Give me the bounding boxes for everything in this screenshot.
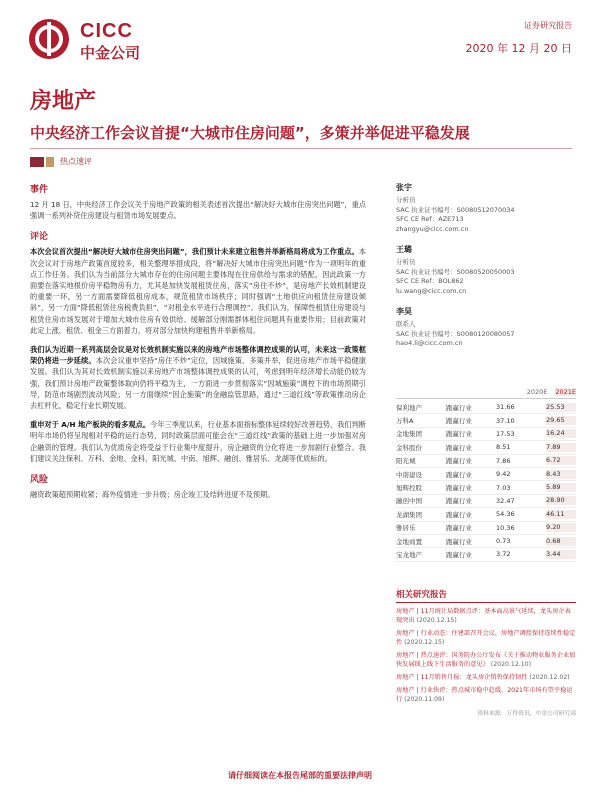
related-report-date: (2020.12.02) bbox=[529, 674, 570, 681]
risk-text: 融资政策超预期收紧；海外疫情进一步升级；房企竣工及结转进度不及预期。 bbox=[30, 490, 275, 500]
comment-paragraph-1 bbox=[30, 246, 366, 336]
related-heading: 相关研究报告 bbox=[396, 588, 576, 603]
analyst-sac: SAC 执业证书编号：S0080512070034 bbox=[396, 205, 515, 214]
tag-marker-accent-icon bbox=[46, 157, 54, 167]
table-cell-name: 万科A bbox=[396, 417, 414, 426]
analyst-sac: SAC 执业证书编号：S0080520050003 bbox=[396, 267, 515, 276]
table-row bbox=[396, 522, 576, 535]
table-cell-name: 旭辉控股 bbox=[396, 484, 422, 493]
p1-bold: 本次会议首次提出“解决好大城市住房突出问题”，我们预计未来建立租售并举新格局将成为工作重点。 bbox=[30, 247, 359, 257]
analyst-email[interactable]: lu.wang@cicc.com.cn bbox=[396, 286, 467, 295]
cicc-logo-icon bbox=[28, 18, 70, 60]
related-report-title: 房地产 | 行业动态：住建部召开会议，房地产调控保持连续性稳定性 bbox=[396, 630, 576, 646]
tag-marker-icon bbox=[30, 157, 44, 167]
table-cell-name: 金地集团 bbox=[396, 430, 422, 439]
table-header-cell: 2021E bbox=[555, 388, 576, 396]
table-cell-v2: 25.53 bbox=[546, 403, 576, 412]
table-cell-rating: 跑赢行业 bbox=[446, 430, 472, 439]
table-cell-v2: 9.20 bbox=[546, 523, 576, 532]
divider bbox=[30, 148, 572, 149]
table-cell-v1: 8.51 bbox=[496, 443, 511, 452]
table-cell-v2: 6.72 bbox=[546, 456, 576, 465]
table-cell-rating: 跑赢行业 bbox=[446, 484, 472, 493]
analyst-name: 张宇 bbox=[396, 183, 412, 192]
table-cell-rating: 跑赢行业 bbox=[446, 470, 472, 479]
analyst-email[interactable]: hao4.li@cicc.com.cn bbox=[396, 339, 463, 347]
table-cell-rating: 跑赢行业 bbox=[446, 443, 472, 452]
table-cell-rating: 跑赢行业 bbox=[446, 510, 472, 519]
source-note: 资料来源：万得资讯，中金公司研究部 bbox=[477, 711, 576, 717]
table-cell-v1: 32.47 bbox=[496, 496, 515, 505]
table-cell-name: 保利地产 bbox=[396, 403, 422, 412]
table-cell-v2: 8.43 bbox=[546, 470, 576, 479]
sector-title: 房地产 bbox=[30, 88, 97, 114]
analyst-card bbox=[396, 244, 576, 296]
table-cell-rating: 跑赢行业 bbox=[446, 417, 472, 426]
table-cell-v2: 29.65 bbox=[546, 416, 576, 425]
table-cell-name: 金科股份 bbox=[396, 443, 422, 452]
related-report-date: (2020.12.15) bbox=[404, 639, 445, 646]
table-cell-v1: 0.73 bbox=[496, 537, 511, 546]
analyst-role: 分析员 bbox=[396, 258, 416, 266]
table-cell-rating: 跑赢行业 bbox=[446, 524, 472, 533]
table-cell-v1: 37.10 bbox=[496, 416, 515, 425]
table-cell-v1: 54.36 bbox=[496, 510, 515, 519]
table-cell-rating: 跑赢行业 bbox=[446, 537, 472, 546]
table-cell-v1: 31.66 bbox=[496, 403, 515, 412]
table-row bbox=[396, 468, 576, 481]
table-cell-name: 融创中国 bbox=[396, 497, 422, 506]
table-cell-v1: 17.53 bbox=[496, 429, 515, 438]
analyst-card bbox=[396, 182, 576, 234]
table-row bbox=[396, 495, 576, 508]
analyst-sfc: SFC CE Ref：AZE713 bbox=[396, 215, 464, 223]
report-type: 证券研究报告 bbox=[524, 21, 572, 30]
related-report-title: 房地产 | 11月统计局数据点评：基本面高景气延续，龙头房企表现突出 bbox=[396, 608, 571, 624]
table-row bbox=[396, 414, 576, 427]
related-report-date: (2020.12.15) bbox=[416, 617, 457, 624]
analyst-card bbox=[396, 306, 576, 349]
report-tag: 热点速评 bbox=[60, 157, 92, 166]
analyst-name: 李昊 bbox=[396, 307, 412, 316]
table-cell-name: 龙湖集团 bbox=[396, 510, 422, 519]
related-report-link[interactable] bbox=[396, 607, 576, 625]
analyst-role: 联系人 bbox=[396, 320, 416, 328]
event-text: 12 月 18 日，中央经济工作会议关于房地产政策的相关表述首次提出“解决好大城市住房突出问题”，重点强调一系列补贷住房建设与租赁市场发展要点。 bbox=[30, 200, 366, 221]
table-cell-v2: 7.89 bbox=[546, 443, 576, 452]
p1-text: 本次会议对于房地产政策首度较多，相关整理举措成段，将“解决好大城市住房突出问题”作为一项明年的重点工作任务。我们认为当前部分大城市存在的住房问题主要体现在住房供给与需求的错配，因此政策一方面要在落实地根价房平稳物房有力，尤其是加快发展租赁住房，落实“房住不炒”，是房地产长效机制建设的重要一环，另一方面需要降低租房成本，规范租赁市场秩序；同时强调“土地供应向租赁住房建设倾斜”，另一方面“降低租赁住房税费负担”，“对租金水平进行合理调控”。我们认为，保障性租赁住房建设与租赁住房市场发展对于增加大城市住房有效供给、缓解部分刚需群体租住问题具有重要作用；目前政策对此定上涨，租赁、租金三方面着力，将对部分加快构建租售并举新格局。 bbox=[30, 247, 366, 335]
comment-heading: 评论 bbox=[30, 232, 49, 243]
table-cell-name: 阳光城 bbox=[396, 457, 416, 466]
comment-paragraph-2 bbox=[30, 344, 366, 411]
table-row bbox=[396, 441, 576, 454]
table-row bbox=[396, 481, 576, 494]
table-header bbox=[396, 388, 576, 399]
footer-disclaimer: 请仔细阅读在本报告尾部的重要法律声明 bbox=[228, 771, 372, 780]
table-cell-v2: 28.90 bbox=[546, 496, 576, 505]
table-cell-v2: 46.11 bbox=[546, 510, 576, 519]
table-row bbox=[396, 401, 576, 414]
table-cell-v1: 7.86 bbox=[496, 456, 511, 465]
table-cell-v1: 9.42 bbox=[496, 470, 511, 479]
table-row bbox=[396, 508, 576, 521]
p3-text: 今年三季度以来，行业基本面指标整体延续较好改善趋势，我们判断明年市场仍将呈现相对平稳的运行态势，同时政策层面可能会在“三道红线”政策的基础上进一步加强对房企融资的管理。我们认为优质房企将受益于行业集中度提升，房企融资的分化将进一步加剧行业整合。我们建议关注保利、万科、金地、金科、阳光城、中南、旭辉、融创、雅居乐、龙湖等优质标的。 bbox=[30, 420, 366, 463]
table-cell-rating: 跑赢行业 bbox=[446, 550, 472, 559]
table-cell-v2: 0.68 bbox=[546, 537, 576, 546]
table-cell-name: 宝龙地产 bbox=[396, 550, 422, 559]
table-header-cell: 2020E bbox=[526, 388, 548, 396]
related-report-date: (2020.11.09) bbox=[404, 696, 445, 703]
table-cell-v2: 3.44 bbox=[546, 550, 576, 559]
related-report-link[interactable] bbox=[396, 673, 576, 682]
table-row bbox=[396, 455, 576, 468]
table-cell-v1: 7.03 bbox=[496, 483, 511, 492]
table-cell-rating: 跑赢行业 bbox=[446, 403, 472, 412]
table-row bbox=[396, 548, 576, 561]
comment-paragraph-3 bbox=[30, 419, 366, 464]
table-cell-name: 金地商置 bbox=[396, 537, 422, 546]
logo-text-cn: 中金公司 bbox=[80, 44, 141, 62]
table-cell-v1: 10.36 bbox=[496, 523, 515, 532]
valuation-table bbox=[396, 388, 576, 562]
table-row bbox=[396, 535, 576, 548]
p2-text: 本次会议重申坚持“房住不炒”定位，因城施策、多策并举，促进房地产市场平稳健康发展。我们认为其对长效机制实施以来房地产市场整体调控成果的认可，考虑到明年经济增长动能仍较为强，我们预计房地产政策整体取向仍将平稳为主，一方面进一步贯彻落实“因城施策”调控下的市场预期引导，防范市场剧烈波动风险；另一方面继续“因企施策”的金融监管思路，通过“三道红线”等政策推动房企去杠杆化，稳定行业长期发展。 bbox=[30, 356, 366, 411]
event-heading: 事件 bbox=[30, 185, 49, 195]
related-report-link[interactable] bbox=[396, 629, 576, 647]
table-cell-rating: 跑赢行业 bbox=[446, 497, 472, 506]
logo-text-en: CICC bbox=[80, 20, 133, 42]
analyst-name: 王璐 bbox=[396, 245, 412, 254]
p2-bold: 我们认为近期一系列高层会议是对长效机制实施以来的房地产市场整体调控成果的认可，未来这一政策框架仍将进一步延续。 bbox=[30, 345, 366, 366]
related-report-link[interactable] bbox=[396, 686, 576, 704]
table-cell-name: 中南建设 bbox=[396, 470, 422, 479]
related-reports bbox=[396, 588, 576, 717]
table-cell-name: 雅居乐 bbox=[396, 524, 416, 533]
p3-bold: 重申对于 A/H 地产板块的看多观点。 bbox=[30, 420, 151, 430]
report-date: 2020 年 12 月 20 日 bbox=[465, 42, 572, 55]
related-report-title: 房地产 | 行业快评：热点城市稳中趋缓，2021年市场有望平稳运行 bbox=[396, 687, 573, 703]
analyst-sac: SAC 执业证书编号：S0080120080057 bbox=[396, 329, 515, 338]
table-cell-rating: 跑赢行业 bbox=[446, 457, 472, 466]
report-title: 中央经济工作会议首提“大城市住房问题”，多策并举促进平稳发展 bbox=[30, 124, 470, 142]
analyst-email[interactable]: zhangyu@cicc.com.cn bbox=[396, 224, 469, 233]
table-row bbox=[396, 428, 576, 441]
table-cell-v2: 5.89 bbox=[546, 483, 576, 492]
main-body bbox=[30, 182, 366, 508]
analyst-panel bbox=[396, 182, 576, 359]
related-report-link[interactable] bbox=[396, 651, 576, 669]
related-report-title: 房地产 | 11月销售月报：龙头房企销售保持韧性 bbox=[396, 674, 528, 681]
related-report-title: 房地产 | 热点速评：国务院办公厅发布《关于推动物业服务企业加快发展线上线下生活服务的意见》 bbox=[396, 652, 576, 668]
analyst-sfc: SFC CE Ref：BOL862 bbox=[396, 277, 464, 285]
analyst-role: 分析员 bbox=[396, 196, 416, 204]
related-report-date: (2020.12.10) bbox=[490, 661, 532, 668]
risk-heading: 风险 bbox=[30, 475, 49, 486]
table-cell-v2: 16.24 bbox=[546, 429, 576, 438]
table-cell-v1: 3.72 bbox=[496, 550, 511, 559]
